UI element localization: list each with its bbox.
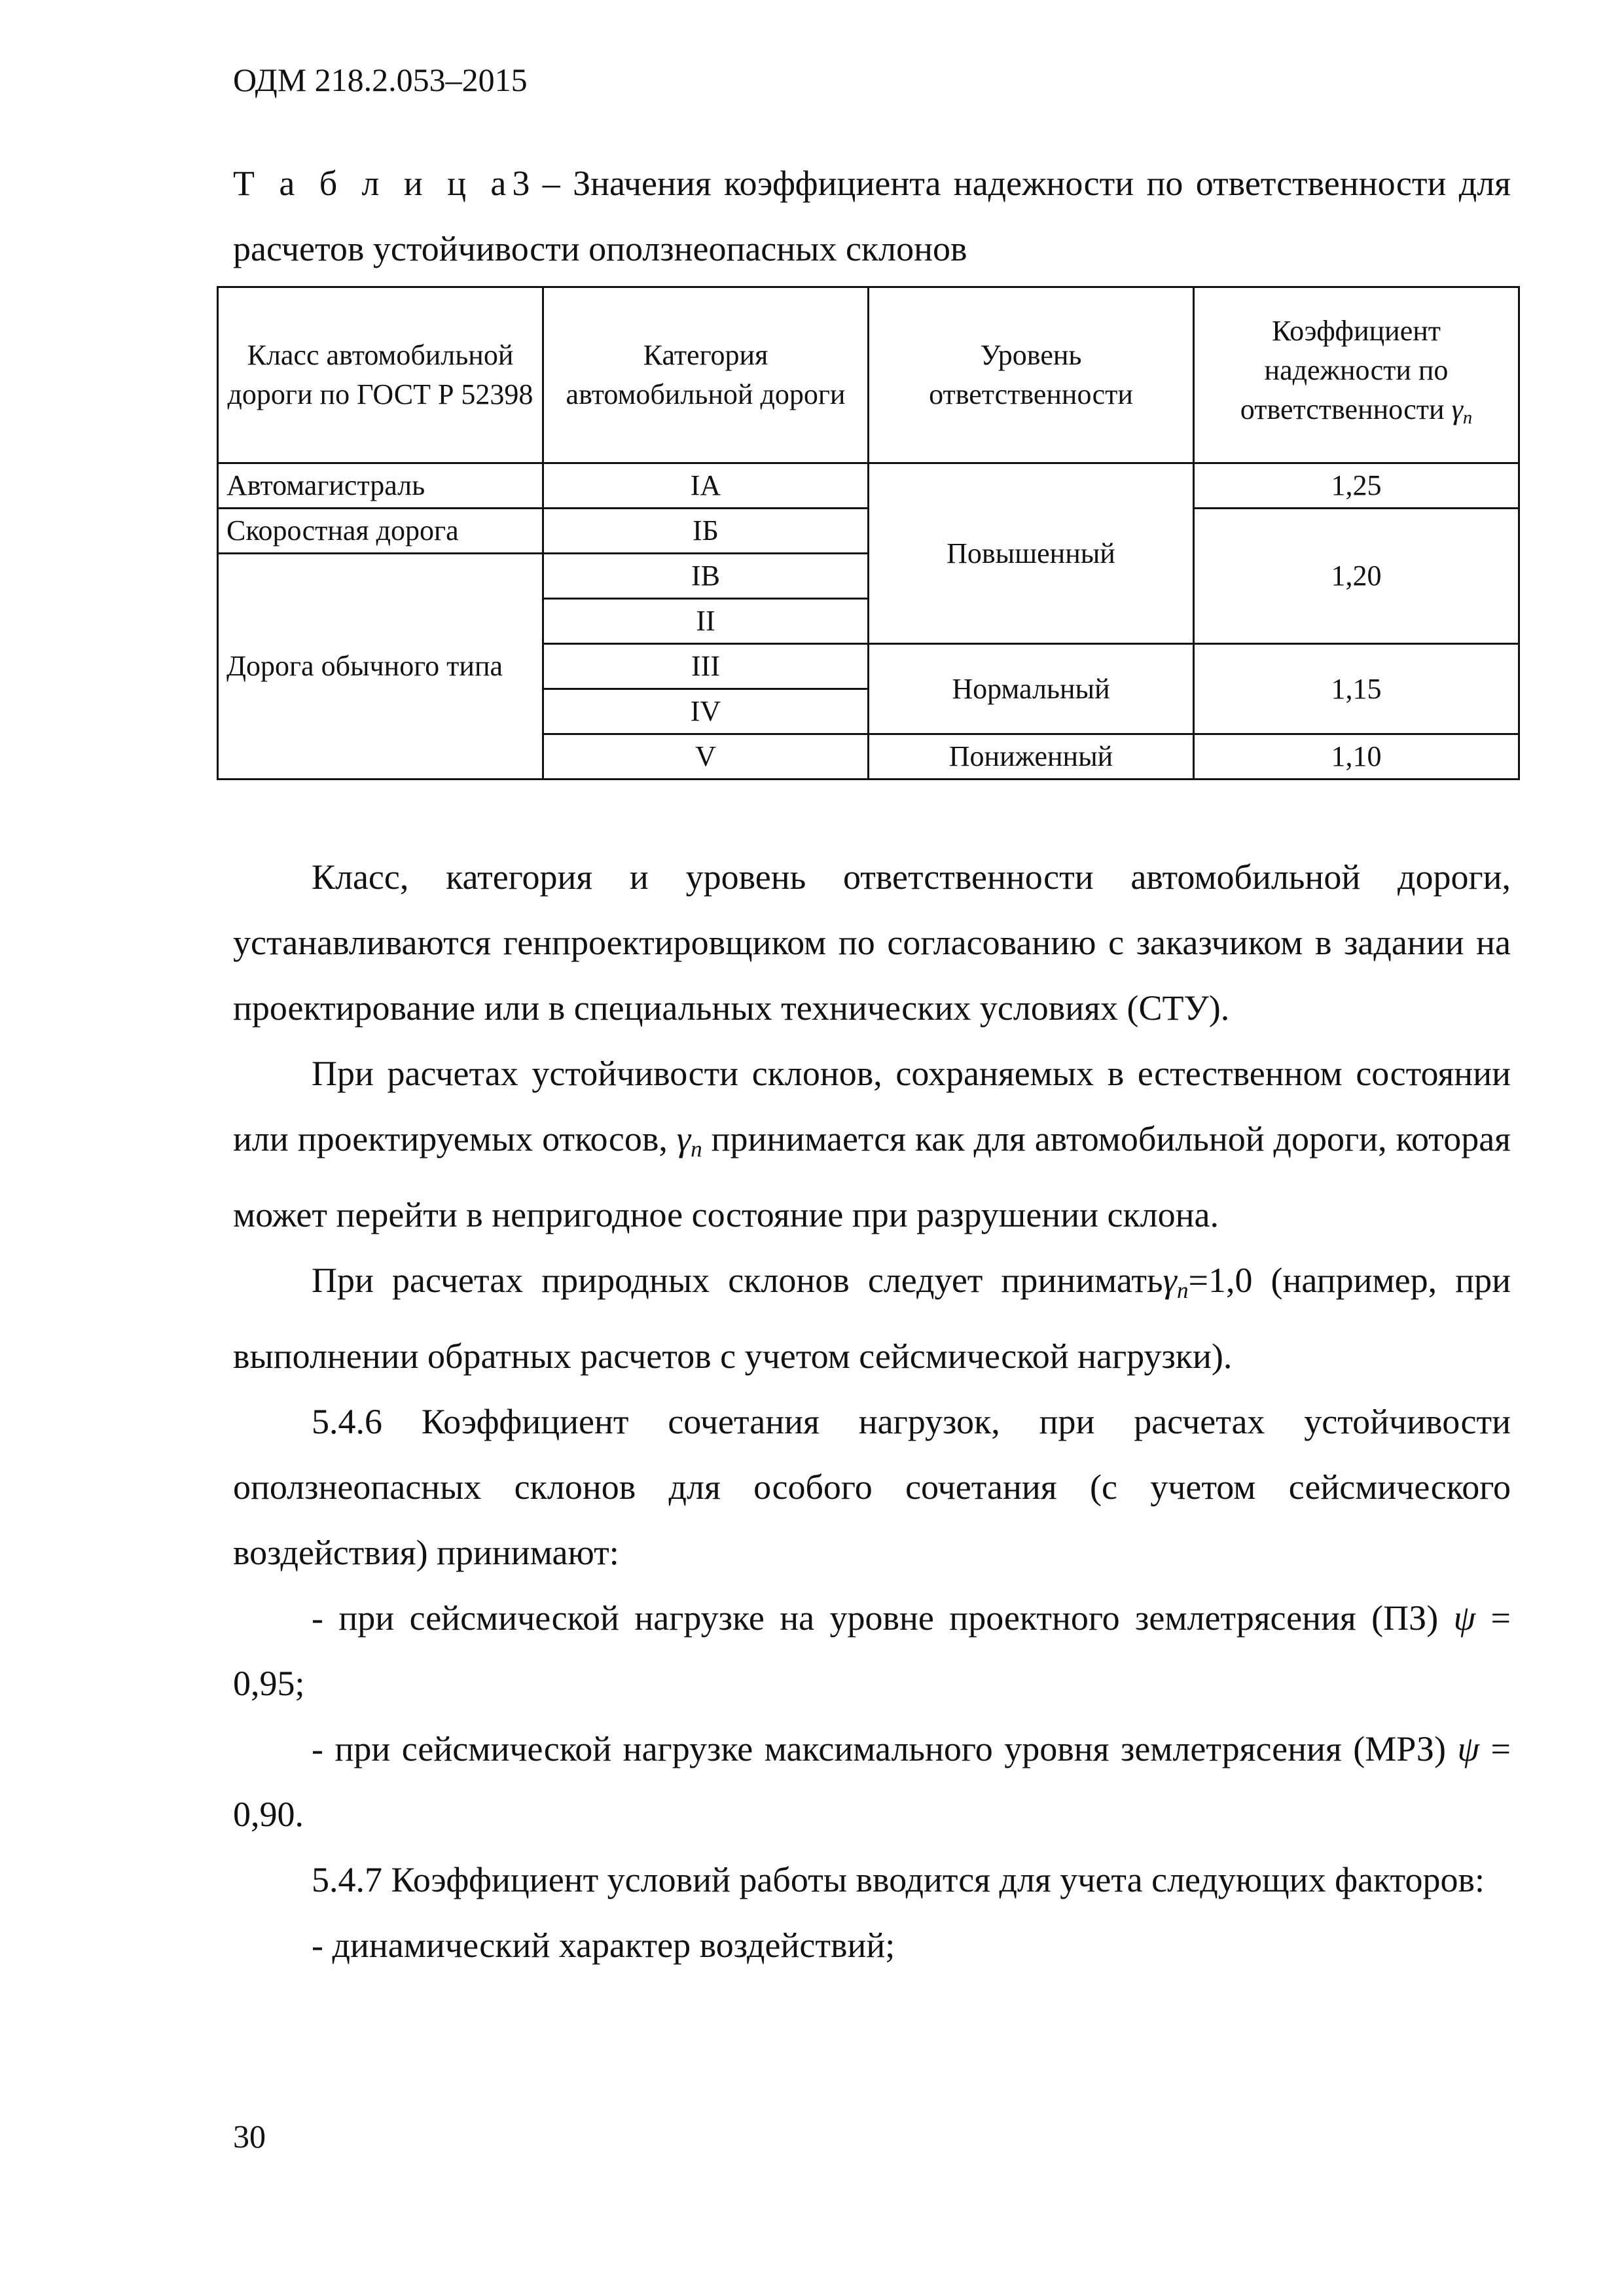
cell-coefficient: 1,15 bbox=[1194, 644, 1519, 734]
cell-category: IB bbox=[543, 554, 869, 599]
cell-coefficient: 1,25 bbox=[1194, 463, 1519, 509]
page-number: 30 bbox=[233, 2118, 266, 2155]
paragraph-text: =1,0 (например, при выполнении обратных расчетов с учетом сейсмической нагрузки). bbox=[233, 1260, 1511, 1376]
cell-level: Пониженный bbox=[869, 734, 1194, 780]
reliability-coefficient-table bbox=[217, 286, 1520, 780]
table-header-row bbox=[218, 287, 1519, 463]
list-item: - динамический характер воздействий; bbox=[312, 1925, 895, 1965]
cell-category: II bbox=[543, 599, 869, 644]
table-caption bbox=[233, 151, 1511, 281]
cell-category: V bbox=[543, 734, 869, 780]
list-item bbox=[233, 1585, 1511, 1716]
list-item-text: = 0,90. bbox=[233, 1729, 1511, 1834]
caption-text: – Значения коэффициента надежности по ответственности для расчетов устойчивости оползнеопасных склонов bbox=[233, 164, 1511, 268]
cell-category: IA bbox=[543, 463, 869, 509]
psi-symbol: ψ bbox=[1453, 1598, 1476, 1638]
header-category: Категория автомобильной дороги bbox=[543, 287, 869, 463]
cell-class: Автомагистраль bbox=[218, 463, 543, 509]
psi-symbol: ψ bbox=[1457, 1729, 1480, 1768]
paragraph-text: При расчетах природных склонов следует принимать bbox=[312, 1260, 1163, 1300]
cell-level-high: Повышенный bbox=[869, 463, 1194, 644]
list-item bbox=[233, 1716, 1511, 1847]
cell-class: Скоростная дорога bbox=[218, 509, 543, 554]
gamma-symbol: γ bbox=[676, 1119, 691, 1158]
paragraph bbox=[233, 1041, 1511, 1247]
cell-level: Нормальный bbox=[869, 644, 1194, 734]
gamma-symbol: γ bbox=[1163, 1260, 1177, 1300]
paragraph: Класс, категория и уровень ответственности автомобильной дороги, устанавливаются генпроектировщиком по согласованию с заказчиком в задании на проектирование или в специальных технических условиях (СТУ). bbox=[233, 857, 1511, 1028]
cell-category: IБ bbox=[543, 509, 869, 554]
document-code: ОДМ 218.2.053–2015 bbox=[233, 62, 528, 98]
header-coefficient-text: Коэффициент надежности по ответственности bbox=[1240, 315, 1449, 426]
paragraph bbox=[233, 1247, 1511, 1389]
paragraph-text: При расчетах устойчивости склонов, сохраняемых в естественном состоянии или проектируемых откосов, bbox=[233, 1054, 1511, 1158]
header-coefficient bbox=[1194, 287, 1519, 463]
body-text bbox=[233, 844, 1511, 1978]
header-class: Класс автомобильной дороги по ГОСТ Р 52398 bbox=[218, 287, 543, 463]
caption-number: 3 bbox=[512, 164, 530, 203]
cell-coefficient: 1,10 bbox=[1194, 734, 1519, 780]
list-item-text: - при сейсмической нагрузке на уровне проектного землетрясения (ПЗ) bbox=[312, 1598, 1439, 1638]
gamma-symbol: γ bbox=[1451, 393, 1463, 426]
paragraph-text: принимается как для автомобильной дороги, которая может перейти в непригодное состояние при разрушении склона. bbox=[233, 1119, 1511, 1234]
header-level: Уровень ответственности bbox=[869, 287, 1194, 463]
gamma-subscript: n bbox=[1462, 408, 1473, 429]
cell-category: IV bbox=[543, 689, 869, 734]
cell-coefficient: 1,20 bbox=[1194, 509, 1519, 644]
gamma-subscript: n bbox=[1176, 1277, 1189, 1303]
paragraph: 5.4.6 Коэффициент сочетания нагрузок, при расчетах устойчивости оползнеопасных склонов для особого сочетания (с учетом сейсмического воздействия) принимают: bbox=[233, 1401, 1511, 1572]
cell-category: III bbox=[543, 644, 869, 689]
list-item-text: - при сейсмической нагрузке максимального уровня землетрясения (МРЗ) bbox=[312, 1729, 1446, 1768]
list-item-text: = 0,95; bbox=[233, 1598, 1511, 1703]
gamma-subscript: n bbox=[691, 1136, 702, 1162]
cell-class: Дорога обычного типа bbox=[218, 554, 543, 780]
caption-label: Т а б л и ц а bbox=[233, 164, 513, 203]
paragraph: 5.4.7 Коэффициент условий работы вводится для учета следующих факторов: bbox=[312, 1859, 1485, 1899]
table-row bbox=[218, 463, 1519, 509]
